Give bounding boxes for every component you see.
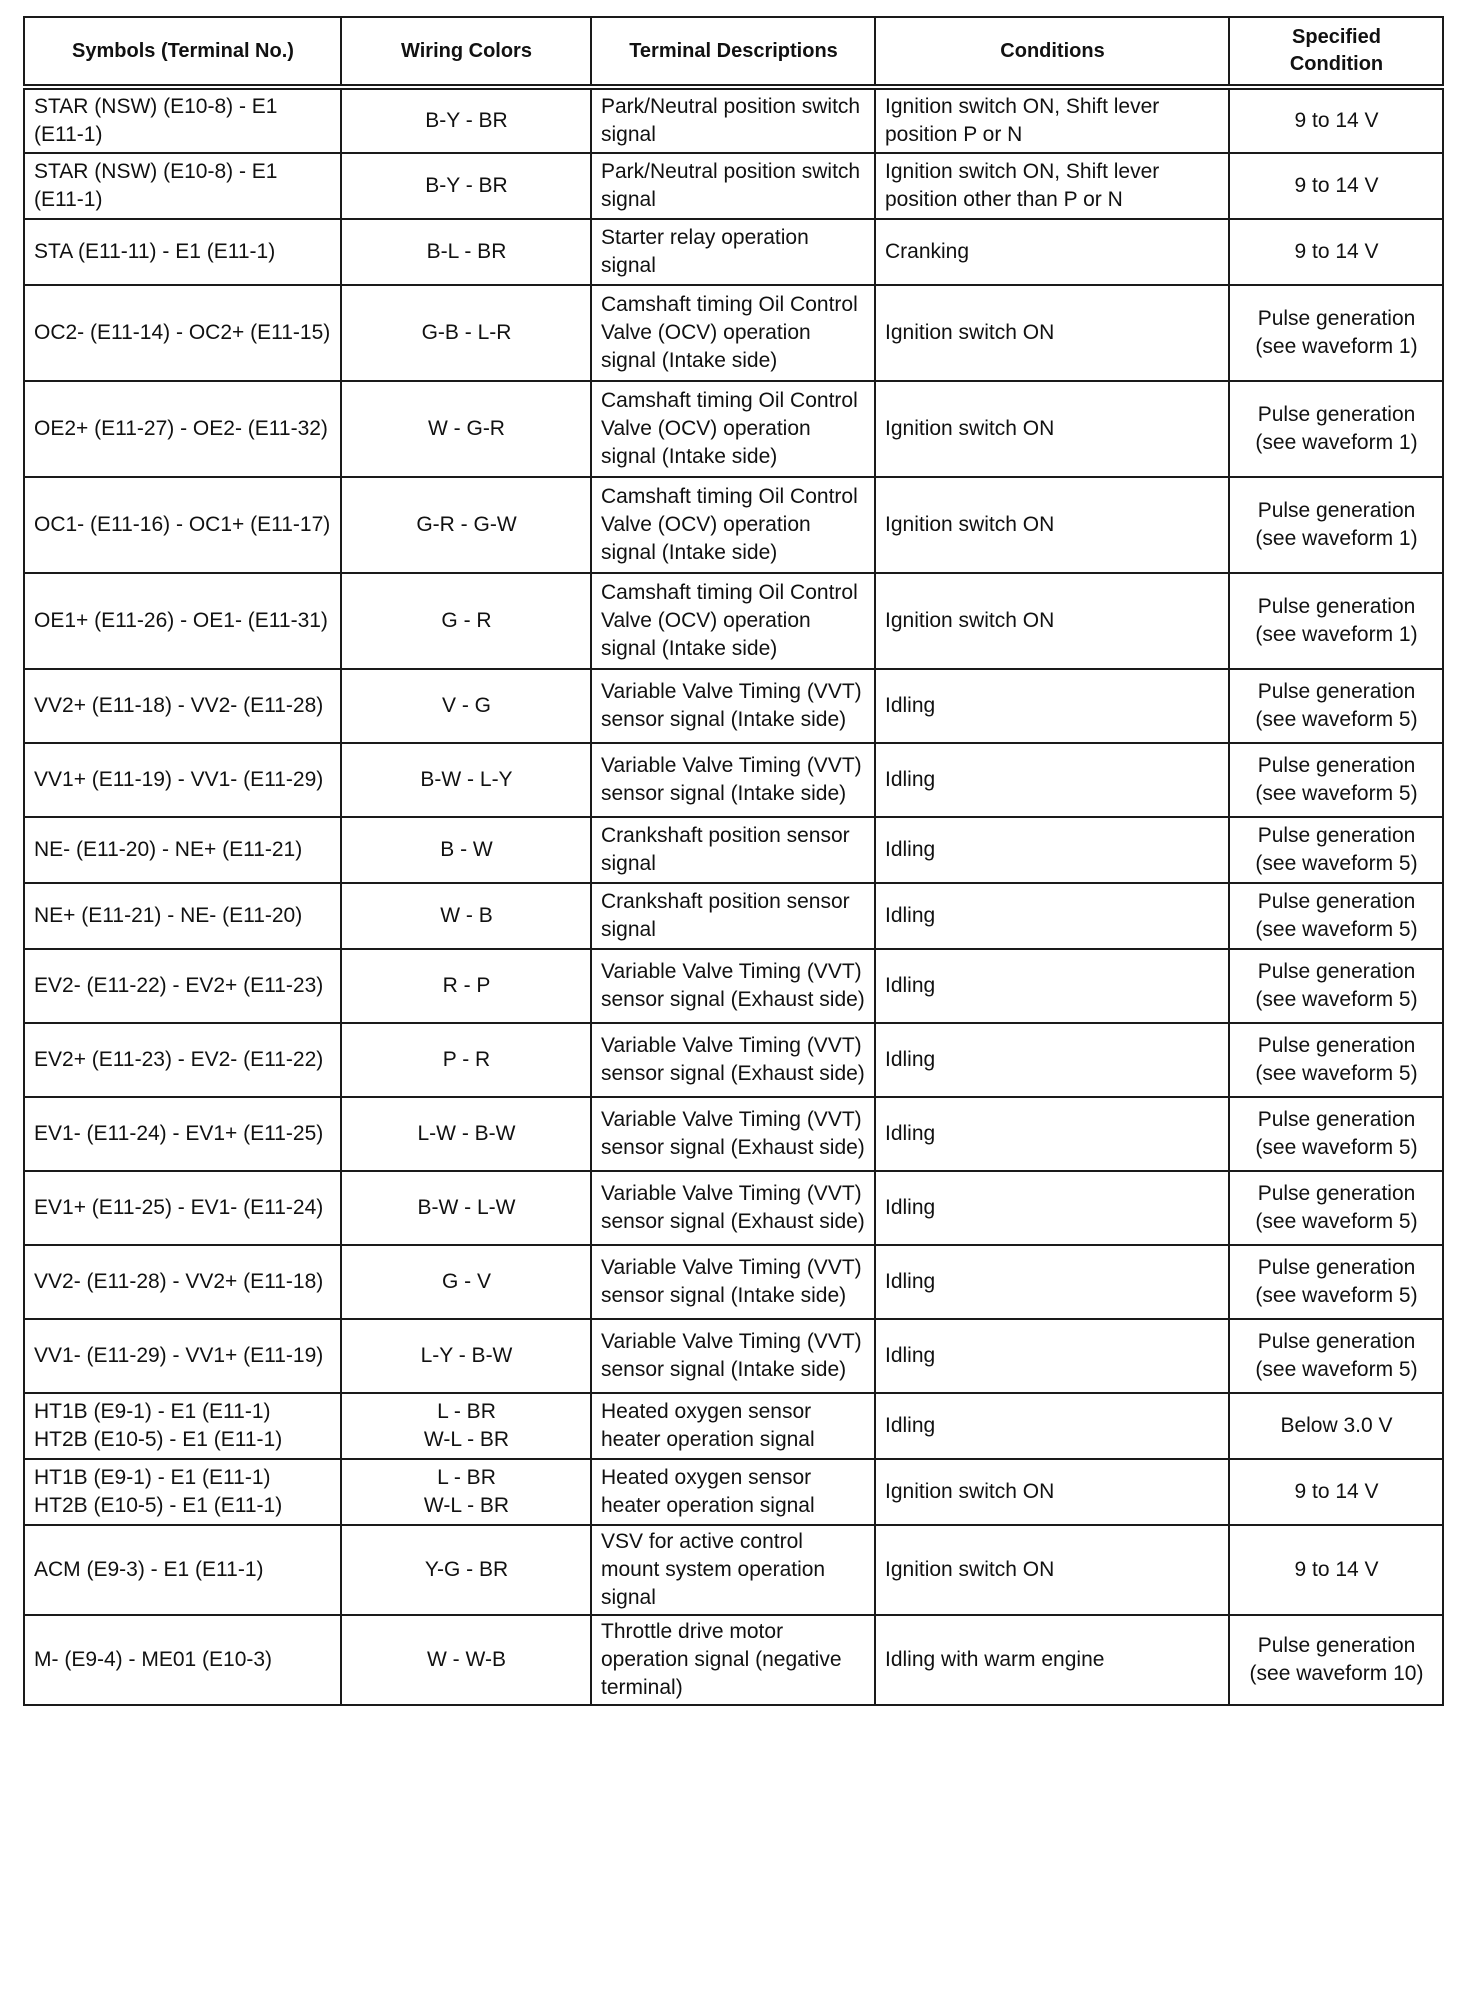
cell-symbol (24, 743, 341, 817)
symbol-text: ACM (E9-3) - E1 (E11-1) (34, 1558, 264, 1581)
symbol-text: STAR (NSW) (E10-8) - E1 (E11-1) (34, 160, 278, 211)
table-row (24, 1459, 1443, 1525)
cell-terminal-description: Starter relay operation signal (591, 219, 875, 285)
wiring-text: W - B (440, 904, 493, 927)
cell-terminal-description: Variable Valve Timing (VVT) sensor signal (Intake side) (591, 1319, 875, 1393)
symbol-text: HT1B (E9-1) - E1 (E11-1) (34, 1466, 271, 1489)
cell-wiring-colors (341, 285, 591, 381)
cell-condition: Idling (875, 743, 1229, 817)
cell-wiring-colors (341, 1393, 591, 1459)
wiring-text-2: W-L - BR (423, 1428, 510, 1451)
cell-wiring-colors (341, 573, 591, 669)
cell-specified-condition: Pulse generation (see waveform 5) (1229, 1171, 1443, 1245)
symbol-text: EV1+ (E11-25) - EV1- (E11-24) (34, 1196, 324, 1219)
wiring-text: P - R (442, 1048, 491, 1071)
cell-terminal-description: Crankshaft position sensor signal (591, 817, 875, 883)
cell-terminal-description: Camshaft timing Oil Control Valve (OCV) operation signal (Intake side) (591, 381, 875, 477)
table-row (24, 1171, 1443, 1245)
table-row (24, 573, 1443, 669)
cell-terminal-description: Heated oxygen sensor heater operation signal (591, 1459, 875, 1525)
wiring-text: R - P (442, 974, 491, 997)
cell-wiring-colors (341, 477, 591, 573)
cell-specified-condition: Pulse generation (see waveform 5) (1229, 1245, 1443, 1319)
cell-symbol (24, 153, 341, 219)
cell-condition: Ignition switch ON (875, 573, 1229, 669)
cell-condition: Idling (875, 669, 1229, 743)
cell-wiring-colors (341, 1097, 591, 1171)
cell-condition: Idling (875, 1245, 1229, 1319)
cell-wiring-colors (341, 1023, 591, 1097)
cell-terminal-description: Variable Valve Timing (VVT) sensor signal (Exhaust side) (591, 1023, 875, 1097)
table-row (24, 817, 1443, 883)
header-conditions: Conditions (875, 17, 1229, 87)
symbol-text: OC1- (E11-16) - OC1+ (E11-17) (34, 513, 331, 536)
cell-specified-condition: Pulse generation (see waveform 1) (1229, 381, 1443, 477)
cell-condition: Cranking (875, 219, 1229, 285)
cell-specified-condition: 9 to 14 V (1229, 1459, 1443, 1525)
table-row (24, 949, 1443, 1023)
cell-terminal-description: Throttle drive motor operation signal (negative terminal) (591, 1615, 875, 1705)
terminal-table (23, 16, 1444, 1706)
table-row (24, 153, 1443, 219)
wiring-text: L - BR (437, 1466, 496, 1489)
cell-specified-condition: Pulse generation (see waveform 5) (1229, 883, 1443, 949)
cell-symbol (24, 381, 341, 477)
cell-specified-condition: Pulse generation (see waveform 5) (1229, 817, 1443, 883)
header-specified-line1: Specified (1292, 26, 1381, 48)
cell-wiring-colors (341, 1525, 591, 1615)
cell-specified-condition: 9 to 14 V (1229, 1525, 1443, 1615)
wiring-text: B-L - BR (426, 240, 507, 263)
wiring-text: L - BR (437, 1400, 496, 1423)
table-row (24, 1525, 1443, 1615)
cell-terminal-description: Variable Valve Timing (VVT) sensor signal (Exhaust side) (591, 949, 875, 1023)
wiring-text: G-B - L-R (421, 321, 512, 344)
symbol-text: OC2- (E11-14) - OC2+ (E11-15) (34, 321, 331, 344)
cell-condition: Ignition switch ON (875, 381, 1229, 477)
wiring-text: Y-G - BR (424, 1558, 509, 1581)
cell-condition: Ignition switch ON (875, 477, 1229, 573)
wiring-text: G - V (441, 1270, 491, 1293)
header-specified-condition (1229, 17, 1443, 87)
header-terminal-descriptions: Terminal Descriptions (591, 17, 875, 87)
cell-condition: Idling (875, 883, 1229, 949)
cell-specified-condition: Pulse generation (see waveform 1) (1229, 285, 1443, 381)
cell-symbol (24, 285, 341, 381)
terminal-table-container (23, 16, 1442, 1706)
cell-symbol (24, 1393, 341, 1459)
cell-terminal-description: VSV for active control mount system operation signal (591, 1525, 875, 1615)
wiring-text: G-R - G-W (416, 513, 517, 536)
cell-wiring-colors (341, 1171, 591, 1245)
cell-terminal-description: Camshaft timing Oil Control Valve (OCV) operation signal (Intake side) (591, 477, 875, 573)
table-row (24, 87, 1443, 153)
cell-terminal-description: Heated oxygen sensor heater operation signal (591, 1393, 875, 1459)
cell-wiring-colors (341, 219, 591, 285)
table-row (24, 743, 1443, 817)
cell-wiring-colors (341, 817, 591, 883)
table-row (24, 669, 1443, 743)
wiring-text: G - R (441, 609, 492, 632)
cell-wiring-colors (341, 1319, 591, 1393)
table-row (24, 1393, 1443, 1459)
cell-specified-condition: Pulse generation (see waveform 10) (1229, 1615, 1443, 1705)
cell-symbol (24, 1023, 341, 1097)
symbol-text: VV1- (E11-29) - VV1+ (E11-19) (34, 1344, 324, 1367)
cell-terminal-description: Park/Neutral position switch signal (591, 87, 875, 153)
cell-wiring-colors (341, 87, 591, 153)
cell-symbol (24, 477, 341, 573)
cell-wiring-colors (341, 381, 591, 477)
symbol-text: EV2- (E11-22) - EV2+ (E11-23) (34, 974, 324, 997)
cell-wiring-colors (341, 153, 591, 219)
cell-wiring-colors (341, 883, 591, 949)
cell-terminal-description: Variable Valve Timing (VVT) sensor signal (Intake side) (591, 1245, 875, 1319)
header-specified-line2: Condition (1289, 53, 1384, 75)
wiring-text: V - G (441, 694, 491, 717)
cell-condition: Idling (875, 1319, 1229, 1393)
table-row (24, 1097, 1443, 1171)
symbol-text: VV2- (E11-28) - VV2+ (E11-18) (34, 1270, 324, 1293)
cell-condition: Ignition switch ON (875, 1525, 1229, 1615)
cell-symbol (24, 573, 341, 669)
cell-wiring-colors (341, 743, 591, 817)
cell-wiring-colors (341, 1245, 591, 1319)
wiring-text: W - G-R (428, 417, 505, 440)
cell-wiring-colors (341, 1615, 591, 1705)
symbol-text: NE- (E11-20) - NE+ (E11-21) (34, 838, 303, 861)
symbol-text: OE1+ (E11-26) - OE1- (E11-31) (34, 609, 328, 632)
table-row (24, 1245, 1443, 1319)
cell-specified-condition: Pulse generation (see waveform 5) (1229, 669, 1443, 743)
cell-condition: Idling (875, 1097, 1229, 1171)
table-row (24, 883, 1443, 949)
cell-condition: Idling (875, 949, 1229, 1023)
table-row (24, 1319, 1443, 1393)
cell-specified-condition: Pulse generation (see waveform 1) (1229, 477, 1443, 573)
cell-condition: Idling (875, 1023, 1229, 1097)
cell-condition: Ignition switch ON, Shift lever position P or N (875, 87, 1229, 153)
symbol-text: NE+ (E11-21) - NE- (E11-20) (34, 904, 303, 927)
cell-wiring-colors (341, 1459, 591, 1525)
cell-terminal-description: Crankshaft position sensor signal (591, 883, 875, 949)
table-row (24, 219, 1443, 285)
cell-condition: Idling (875, 1171, 1229, 1245)
cell-symbol (24, 817, 341, 883)
cell-condition: Ignition switch ON, Shift lever position other than P or N (875, 153, 1229, 219)
cell-symbol (24, 1245, 341, 1319)
cell-condition: Idling with warm engine (875, 1615, 1229, 1705)
cell-terminal-description: Variable Valve Timing (VVT) sensor signal (Exhaust side) (591, 1097, 875, 1171)
wiring-text: B-W - L-Y (420, 768, 513, 791)
cell-wiring-colors (341, 669, 591, 743)
header-wiring-colors: Wiring Colors (341, 17, 591, 87)
cell-condition: Ignition switch ON (875, 285, 1229, 381)
cell-symbol (24, 669, 341, 743)
symbol-text: M- (E9-4) - ME01 (E10-3) (34, 1648, 273, 1671)
cell-wiring-colors (341, 949, 591, 1023)
cell-specified-condition: 9 to 14 V (1229, 153, 1443, 219)
wiring-text: L-W - B-W (417, 1122, 516, 1145)
table-row (24, 381, 1443, 477)
symbol-text: EV2+ (E11-23) - EV2- (E11-22) (34, 1048, 324, 1071)
cell-specified-condition: Pulse generation (see waveform 5) (1229, 1097, 1443, 1171)
wiring-text: B-W - L-W (417, 1196, 516, 1219)
symbol-text: OE2+ (E11-27) - OE2- (E11-32) (34, 417, 328, 440)
table-row (24, 285, 1443, 381)
wiring-text: B - W (440, 838, 493, 861)
cell-terminal-description: Park/Neutral position switch signal (591, 153, 875, 219)
cell-symbol (24, 1097, 341, 1171)
cell-condition: Ignition switch ON (875, 1459, 1229, 1525)
wiring-text: L-Y - B-W (420, 1344, 513, 1367)
symbol-text: STA (E11-11) - E1 (E11-1) (34, 240, 276, 263)
symbol-text: HT1B (E9-1) - E1 (E11-1) (34, 1400, 271, 1423)
cell-symbol (24, 1319, 341, 1393)
table-header-row (24, 17, 1443, 87)
symbol-text-2: HT2B (E10-5) - E1 (E11-1) (34, 1494, 283, 1517)
cell-symbol (24, 1459, 341, 1525)
cell-symbol (24, 87, 341, 153)
symbol-text: VV2+ (E11-18) - VV2- (E11-28) (34, 694, 324, 717)
cell-condition: Idling (875, 1393, 1229, 1459)
wiring-text: B-Y - BR (425, 109, 508, 132)
wiring-text: B-Y - BR (425, 174, 508, 197)
cell-specified-condition: 9 to 14 V (1229, 219, 1443, 285)
cell-specified-condition: Pulse generation (see waveform 5) (1229, 1023, 1443, 1097)
symbol-text: VV1+ (E11-19) - VV1- (E11-29) (34, 768, 324, 791)
cell-terminal-description: Variable Valve Timing (VVT) sensor signal (Intake side) (591, 669, 875, 743)
cell-symbol (24, 1525, 341, 1615)
cell-symbol (24, 219, 341, 285)
cell-symbol (24, 1171, 341, 1245)
cell-specified-condition: Pulse generation (see waveform 5) (1229, 743, 1443, 817)
symbol-text-2: HT2B (E10-5) - E1 (E11-1) (34, 1428, 283, 1451)
cell-specified-condition: Pulse generation (see waveform 5) (1229, 1319, 1443, 1393)
cell-specified-condition: 9 to 14 V (1229, 87, 1443, 153)
table-row (24, 1023, 1443, 1097)
cell-terminal-description: Camshaft timing Oil Control Valve (OCV) operation signal (Intake side) (591, 573, 875, 669)
table-row (24, 477, 1443, 573)
cell-condition: Idling (875, 817, 1229, 883)
cell-symbol (24, 1615, 341, 1705)
cell-specified-condition: Below 3.0 V (1229, 1393, 1443, 1459)
cell-terminal-description: Variable Valve Timing (VVT) sensor signal (Exhaust side) (591, 1171, 875, 1245)
wiring-text: W - W-B (427, 1648, 506, 1671)
header-symbols: Symbols (Terminal No.) (24, 17, 341, 87)
cell-terminal-description: Variable Valve Timing (VVT) sensor signal (Intake side) (591, 743, 875, 817)
cell-symbol (24, 949, 341, 1023)
table-row (24, 1615, 1443, 1705)
cell-specified-condition: Pulse generation (see waveform 1) (1229, 573, 1443, 669)
wiring-text-2: W-L - BR (423, 1494, 510, 1517)
symbol-text: STAR (NSW) (E10-8) - E1 (E11-1) (34, 95, 278, 146)
cell-symbol (24, 883, 341, 949)
symbol-text: EV1- (E11-24) - EV1+ (E11-25) (34, 1122, 324, 1145)
cell-terminal-description: Camshaft timing Oil Control Valve (OCV) operation signal (Intake side) (591, 285, 875, 381)
cell-specified-condition: Pulse generation (see waveform 5) (1229, 949, 1443, 1023)
